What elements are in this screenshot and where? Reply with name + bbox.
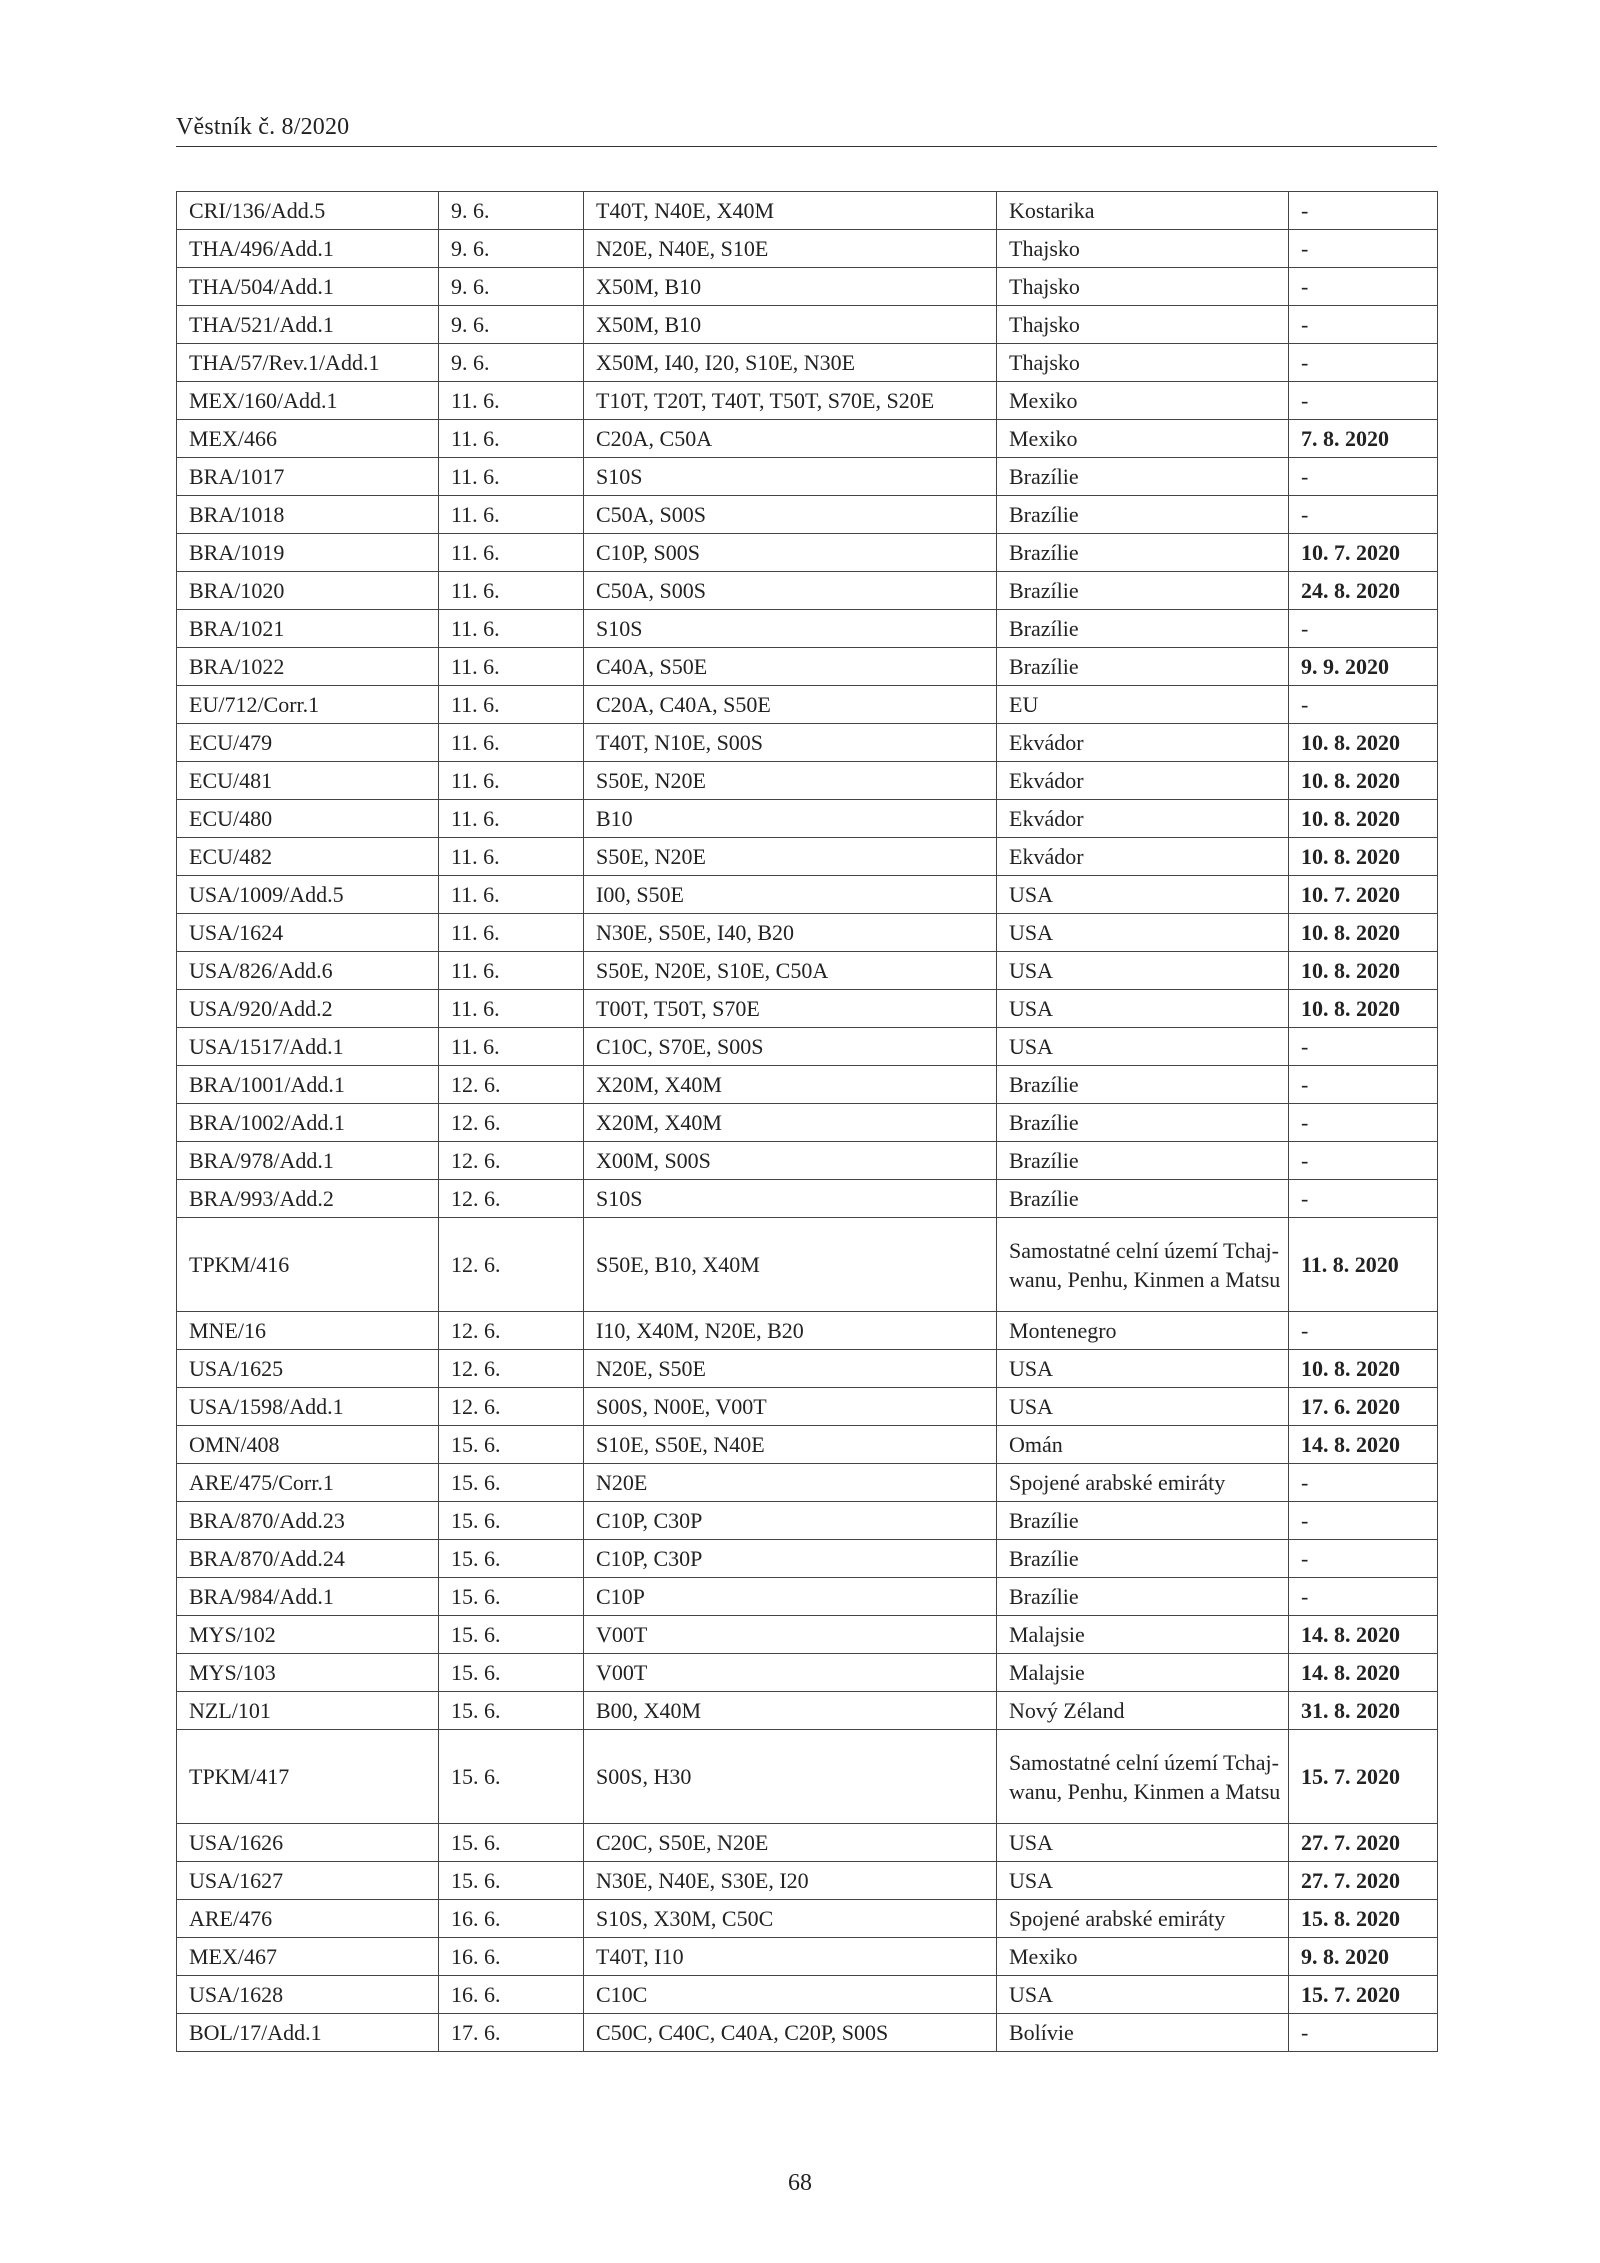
table-row [177, 952, 1438, 990]
date-cell: 15. 6. [439, 1578, 584, 1616]
ics-codes-cell: S50E, N20E, S10E, C50A [584, 952, 997, 990]
country-cell: Bolívie [997, 2014, 1289, 2052]
country-cell: Montenegro [997, 1312, 1289, 1350]
country-cell: Brazílie [997, 458, 1289, 496]
ics-codes-cell: X50M, B10 [584, 306, 997, 344]
country-cell: USA [997, 876, 1289, 914]
date-cell: 11. 6. [439, 686, 584, 724]
table-row [177, 724, 1438, 762]
ics-codes-cell: C10C, S70E, S00S [584, 1028, 997, 1066]
deadline-cell: 10. 8. 2020 [1289, 1350, 1438, 1388]
table-row [177, 268, 1438, 306]
date-cell: 11. 6. [439, 420, 584, 458]
deadline-cell: 7. 8. 2020 [1289, 420, 1438, 458]
table-row [177, 1578, 1438, 1616]
country-cell: Malajsie [997, 1654, 1289, 1692]
country-cell: Kostarika [997, 192, 1289, 230]
document-code-cell: MNE/16 [177, 1312, 439, 1350]
ics-codes-cell: S10S [584, 1180, 997, 1218]
document-code-cell: ARE/475/Corr.1 [177, 1464, 439, 1502]
date-cell: 9. 6. [439, 306, 584, 344]
document-code-cell: USA/1626 [177, 1824, 439, 1862]
table-row [177, 1730, 1438, 1824]
date-cell: 11. 6. [439, 990, 584, 1028]
deadline-cell: 31. 8. 2020 [1289, 1692, 1438, 1730]
document-code-cell: THA/521/Add.1 [177, 306, 439, 344]
document-code-cell: BRA/978/Add.1 [177, 1142, 439, 1180]
date-cell: 11. 6. [439, 952, 584, 990]
deadline-cell: - [1289, 1180, 1438, 1218]
deadline-cell: 15. 7. 2020 [1289, 1730, 1438, 1824]
country-cell: USA [997, 1824, 1289, 1862]
table-row [177, 2014, 1438, 2052]
date-cell: 11. 6. [439, 724, 584, 762]
deadline-cell: - [1289, 1104, 1438, 1142]
country-cell: Brazílie [997, 1502, 1289, 1540]
document-code-cell: BRA/870/Add.23 [177, 1502, 439, 1540]
table-row [177, 914, 1438, 952]
country-cell: Nový Zéland [997, 1692, 1289, 1730]
document-code-cell: BRA/984/Add.1 [177, 1578, 439, 1616]
document-code-cell: BOL/17/Add.1 [177, 2014, 439, 2052]
deadline-cell: - [1289, 496, 1438, 534]
ics-codes-cell: C50C, C40C, C40A, C20P, S00S [584, 2014, 997, 2052]
ics-codes-cell: S00S, N00E, V00T [584, 1388, 997, 1426]
ics-codes-cell: V00T [584, 1654, 997, 1692]
date-cell: 11. 6. [439, 572, 584, 610]
document-code-cell: BRA/1020 [177, 572, 439, 610]
deadline-cell: - [1289, 458, 1438, 496]
deadline-cell: 27. 7. 2020 [1289, 1862, 1438, 1900]
ics-codes-cell: C20C, S50E, N20E [584, 1824, 997, 1862]
table-row [177, 838, 1438, 876]
country-cell: USA [997, 1862, 1289, 1900]
ics-codes-cell: S00S, H30 [584, 1730, 997, 1824]
ics-codes-cell: C50A, S00S [584, 496, 997, 534]
deadline-cell: 14. 8. 2020 [1289, 1426, 1438, 1464]
table-row [177, 800, 1438, 838]
ics-codes-cell: X50M, B10 [584, 268, 997, 306]
deadline-cell: 10. 8. 2020 [1289, 724, 1438, 762]
document-code-cell: BRA/1018 [177, 496, 439, 534]
country-cell: Malajsie [997, 1616, 1289, 1654]
date-cell: 15. 6. [439, 1824, 584, 1862]
deadline-cell: - [1289, 344, 1438, 382]
ics-codes-cell: T10T, T20T, T40T, T50T, S70E, S20E [584, 382, 997, 420]
date-cell: 9. 6. [439, 192, 584, 230]
ics-codes-cell: T00T, T50T, S70E [584, 990, 997, 1028]
document-code-cell: THA/57/Rev.1/Add.1 [177, 344, 439, 382]
table-row [177, 1616, 1438, 1654]
date-cell: 11. 6. [439, 876, 584, 914]
deadline-cell: 24. 8. 2020 [1289, 572, 1438, 610]
deadline-cell: 10. 8. 2020 [1289, 838, 1438, 876]
table-row [177, 1388, 1438, 1426]
table-row [177, 1464, 1438, 1502]
document-code-cell: BRA/870/Add.24 [177, 1540, 439, 1578]
deadline-cell: - [1289, 268, 1438, 306]
deadline-cell: 17. 6. 2020 [1289, 1388, 1438, 1426]
country-cell: Thajsko [997, 306, 1289, 344]
date-cell: 15. 6. [439, 1464, 584, 1502]
date-cell: 16. 6. [439, 1976, 584, 2014]
ics-codes-cell: C20A, C40A, S50E [584, 686, 997, 724]
document-code-cell: USA/1625 [177, 1350, 439, 1388]
deadline-cell: 15. 8. 2020 [1289, 1900, 1438, 1938]
country-cell: Ekvádor [997, 838, 1289, 876]
table-row [177, 762, 1438, 800]
document-code-cell: USA/1628 [177, 1976, 439, 2014]
ics-codes-cell: N20E, N40E, S10E [584, 230, 997, 268]
deadline-cell: - [1289, 192, 1438, 230]
deadline-cell: 10. 8. 2020 [1289, 952, 1438, 990]
date-cell: 11. 6. [439, 610, 584, 648]
country-cell: USA [997, 952, 1289, 990]
ics-codes-cell: S10S, X30M, C50C [584, 1900, 997, 1938]
table-row [177, 230, 1438, 268]
ics-codes-cell: S10E, S50E, N40E [584, 1426, 997, 1464]
table-row [177, 1104, 1438, 1142]
date-cell: 11. 6. [439, 496, 584, 534]
deadline-cell: 14. 8. 2020 [1289, 1654, 1438, 1692]
deadline-cell: 9. 9. 2020 [1289, 648, 1438, 686]
deadline-cell: 10. 7. 2020 [1289, 534, 1438, 572]
country-cell: Thajsko [997, 268, 1289, 306]
table-row [177, 1692, 1438, 1730]
country-cell: Spojené arabské emiráty [997, 1900, 1289, 1938]
ics-codes-cell: B00, X40M [584, 1692, 997, 1730]
ics-codes-cell: C10P, S00S [584, 534, 997, 572]
document-code-cell: THA/504/Add.1 [177, 268, 439, 306]
table-row [177, 1312, 1438, 1350]
country-cell: USA [997, 990, 1289, 1028]
ics-codes-cell: S50E, N20E [584, 838, 997, 876]
ics-codes-cell: C40A, S50E [584, 648, 997, 686]
document-code-cell: USA/920/Add.2 [177, 990, 439, 1028]
country-cell: Thajsko [997, 344, 1289, 382]
country-cell: Brazílie [997, 496, 1289, 534]
date-cell: 15. 6. [439, 1692, 584, 1730]
table-row [177, 496, 1438, 534]
document-code-cell: BRA/1022 [177, 648, 439, 686]
ics-codes-cell: C20A, C50A [584, 420, 997, 458]
document-code-cell: USA/826/Add.6 [177, 952, 439, 990]
deadline-cell: 10. 8. 2020 [1289, 914, 1438, 952]
ics-codes-cell: S50E, N20E [584, 762, 997, 800]
table-row [177, 610, 1438, 648]
document-code-cell: THA/496/Add.1 [177, 230, 439, 268]
ics-codes-cell: I10, X40M, N20E, B20 [584, 1312, 997, 1350]
country-cell: Omán [997, 1426, 1289, 1464]
date-cell: 11. 6. [439, 458, 584, 496]
ics-codes-cell: C10P, C30P [584, 1502, 997, 1540]
document-code-cell: MEX/467 [177, 1938, 439, 1976]
ics-codes-cell: N20E, S50E [584, 1350, 997, 1388]
document-code-cell: NZL/101 [177, 1692, 439, 1730]
table-row [177, 534, 1438, 572]
country-cell: Brazílie [997, 534, 1289, 572]
deadline-cell: 10. 7. 2020 [1289, 876, 1438, 914]
document-code-cell: USA/1627 [177, 1862, 439, 1900]
document-code-cell: TPKM/416 [177, 1218, 439, 1312]
country-cell: USA [997, 1350, 1289, 1388]
table-row [177, 306, 1438, 344]
document-code-cell: OMN/408 [177, 1426, 439, 1464]
country-cell: USA [997, 1388, 1289, 1426]
deadline-cell: - [1289, 1540, 1438, 1578]
journal-title: Věstník č. 8/2020 [176, 114, 350, 140]
date-cell: 12. 6. [439, 1218, 584, 1312]
table-row [177, 1900, 1438, 1938]
table-row [177, 686, 1438, 724]
deadline-cell: 9. 8. 2020 [1289, 1938, 1438, 1976]
document-code-cell: CRI/136/Add.5 [177, 192, 439, 230]
ics-codes-cell: S10S [584, 458, 997, 496]
ics-codes-cell: N20E [584, 1464, 997, 1502]
ics-codes-cell: T40T, I10 [584, 1938, 997, 1976]
country-cell: USA [997, 1976, 1289, 2014]
date-cell: 11. 6. [439, 648, 584, 686]
deadline-cell: 10. 8. 2020 [1289, 762, 1438, 800]
table-row [177, 1862, 1438, 1900]
deadline-cell: - [1289, 1028, 1438, 1066]
deadline-cell: - [1289, 610, 1438, 648]
table-row [177, 1426, 1438, 1464]
date-cell: 15. 6. [439, 1502, 584, 1540]
document-code-cell: USA/1624 [177, 914, 439, 952]
notifications-table-body [177, 192, 1438, 2052]
table-row [177, 192, 1438, 230]
date-cell: 11. 6. [439, 914, 584, 952]
ics-codes-cell: N30E, N40E, S30E, I20 [584, 1862, 997, 1900]
country-cell: Brazílie [997, 1104, 1289, 1142]
date-cell: 11. 6. [439, 838, 584, 876]
deadline-cell: 10. 8. 2020 [1289, 800, 1438, 838]
deadline-cell: 10. 8. 2020 [1289, 990, 1438, 1028]
document-code-cell: MEX/160/Add.1 [177, 382, 439, 420]
document-code-cell: BRA/1019 [177, 534, 439, 572]
date-cell: 15. 6. [439, 1654, 584, 1692]
document-code-cell: BRA/1021 [177, 610, 439, 648]
table-row [177, 1066, 1438, 1104]
date-cell: 12. 6. [439, 1142, 584, 1180]
ics-codes-cell: C50A, S00S [584, 572, 997, 610]
document-code-cell: BRA/993/Add.2 [177, 1180, 439, 1218]
document-code-cell: TPKM/417 [177, 1730, 439, 1824]
table-row [177, 344, 1438, 382]
table-row [177, 1502, 1438, 1540]
country-cell: Brazílie [997, 572, 1289, 610]
date-cell: 15. 6. [439, 1540, 584, 1578]
table-row [177, 876, 1438, 914]
ics-codes-cell: X20M, X40M [584, 1066, 997, 1104]
ics-codes-cell: I00, S50E [584, 876, 997, 914]
country-cell: Brazílie [997, 648, 1289, 686]
ics-codes-cell: S50E, B10, X40M [584, 1218, 997, 1312]
document-code-cell: ARE/476 [177, 1900, 439, 1938]
document-code-cell: ECU/482 [177, 838, 439, 876]
ics-codes-cell: S10S [584, 610, 997, 648]
table-row [177, 1350, 1438, 1388]
table-row [177, 420, 1438, 458]
ics-codes-cell: V00T [584, 1616, 997, 1654]
date-cell: 12. 6. [439, 1104, 584, 1142]
country-cell: Brazílie [997, 1540, 1289, 1578]
ics-codes-cell: X50M, I40, I20, S10E, N30E [584, 344, 997, 382]
date-cell: 15. 6. [439, 1862, 584, 1900]
date-cell: 9. 6. [439, 344, 584, 382]
table-row [177, 1654, 1438, 1692]
document-code-cell: MYS/103 [177, 1654, 439, 1692]
deadline-cell: - [1289, 382, 1438, 420]
deadline-cell: 14. 8. 2020 [1289, 1616, 1438, 1654]
country-cell: Mexiko [997, 1938, 1289, 1976]
date-cell: 12. 6. [439, 1180, 584, 1218]
country-cell: Samostatné celní území Tchaj-wanu, Penhu, Kinmen a Matsu [997, 1730, 1289, 1824]
document-code-cell: EU/712/Corr.1 [177, 686, 439, 724]
date-cell: 15. 6. [439, 1730, 584, 1824]
document-code-cell: USA/1517/Add.1 [177, 1028, 439, 1066]
country-cell: EU [997, 686, 1289, 724]
deadline-cell: - [1289, 306, 1438, 344]
document-code-cell: ECU/481 [177, 762, 439, 800]
country-cell: Thajsko [997, 230, 1289, 268]
country-cell: Mexiko [997, 420, 1289, 458]
table-row [177, 1218, 1438, 1312]
date-cell: 12. 6. [439, 1350, 584, 1388]
page-header [176, 112, 1437, 147]
ics-codes-cell: X20M, X40M [584, 1104, 997, 1142]
date-cell: 12. 6. [439, 1312, 584, 1350]
country-cell: Ekvádor [997, 800, 1289, 838]
date-cell: 12. 6. [439, 1388, 584, 1426]
table-row [177, 572, 1438, 610]
date-cell: 11. 6. [439, 534, 584, 572]
document-code-cell: USA/1009/Add.5 [177, 876, 439, 914]
document-code-cell: BRA/1002/Add.1 [177, 1104, 439, 1142]
ics-codes-cell: N30E, S50E, I40, B20 [584, 914, 997, 952]
deadline-cell: - [1289, 686, 1438, 724]
document-code-cell: MEX/466 [177, 420, 439, 458]
deadline-cell: - [1289, 1142, 1438, 1180]
date-cell: 11. 6. [439, 762, 584, 800]
country-cell: USA [997, 914, 1289, 952]
deadline-cell: - [1289, 230, 1438, 268]
table-row [177, 648, 1438, 686]
date-cell: 9. 6. [439, 268, 584, 306]
country-cell: Brazílie [997, 610, 1289, 648]
document-code-cell: BRA/1017 [177, 458, 439, 496]
deadline-cell: 15. 7. 2020 [1289, 1976, 1438, 2014]
date-cell: 16. 6. [439, 1938, 584, 1976]
deadline-cell: - [1289, 1066, 1438, 1104]
ics-codes-cell: C10C [584, 1976, 997, 2014]
document-code-cell: BRA/1001/Add.1 [177, 1066, 439, 1104]
table-row [177, 1028, 1438, 1066]
table-row [177, 1180, 1438, 1218]
date-cell: 11. 6. [439, 1028, 584, 1066]
deadline-cell: 11. 8. 2020 [1289, 1218, 1438, 1312]
country-cell: Brazílie [997, 1066, 1289, 1104]
country-cell: Brazílie [997, 1578, 1289, 1616]
country-cell: Samostatné celní území Tchaj-wanu, Penhu, Kinmen a Matsu [997, 1218, 1289, 1312]
table-row [177, 382, 1438, 420]
page-number: 68 [788, 2170, 812, 2196]
country-cell: USA [997, 1028, 1289, 1066]
date-cell: 9. 6. [439, 230, 584, 268]
table-row [177, 1540, 1438, 1578]
date-cell: 11. 6. [439, 382, 584, 420]
document-code-cell: ECU/480 [177, 800, 439, 838]
date-cell: 16. 6. [439, 1900, 584, 1938]
country-cell: Ekvádor [997, 724, 1289, 762]
document-code-cell: MYS/102 [177, 1616, 439, 1654]
deadline-cell: - [1289, 1312, 1438, 1350]
country-cell: Brazílie [997, 1142, 1289, 1180]
document-code-cell: ECU/479 [177, 724, 439, 762]
deadline-cell: - [1289, 1502, 1438, 1540]
ics-codes-cell: T40T, N10E, S00S [584, 724, 997, 762]
table-row [177, 1824, 1438, 1862]
table-row [177, 1938, 1438, 1976]
ics-codes-cell: C10P [584, 1578, 997, 1616]
notifications-table [176, 191, 1438, 2052]
table-row [177, 458, 1438, 496]
deadline-cell: - [1289, 1578, 1438, 1616]
date-cell: 11. 6. [439, 800, 584, 838]
country-cell: Spojené arabské emiráty [997, 1464, 1289, 1502]
date-cell: 15. 6. [439, 1426, 584, 1464]
document-code-cell: USA/1598/Add.1 [177, 1388, 439, 1426]
date-cell: 15. 6. [439, 1616, 584, 1654]
country-cell: Mexiko [997, 382, 1289, 420]
table-row [177, 1142, 1438, 1180]
deadline-cell: - [1289, 2014, 1438, 2052]
ics-codes-cell: C10P, C30P [584, 1540, 997, 1578]
date-cell: 17. 6. [439, 2014, 584, 2052]
deadline-cell: - [1289, 1464, 1438, 1502]
ics-codes-cell: B10 [584, 800, 997, 838]
country-cell: Ekvádor [997, 762, 1289, 800]
date-cell: 12. 6. [439, 1066, 584, 1104]
table-row [177, 1976, 1438, 2014]
country-cell: Brazílie [997, 1180, 1289, 1218]
ics-codes-cell: X00M, S00S [584, 1142, 997, 1180]
deadline-cell: 27. 7. 2020 [1289, 1824, 1438, 1862]
ics-codes-cell: T40T, N40E, X40M [584, 192, 997, 230]
table-row [177, 990, 1438, 1028]
